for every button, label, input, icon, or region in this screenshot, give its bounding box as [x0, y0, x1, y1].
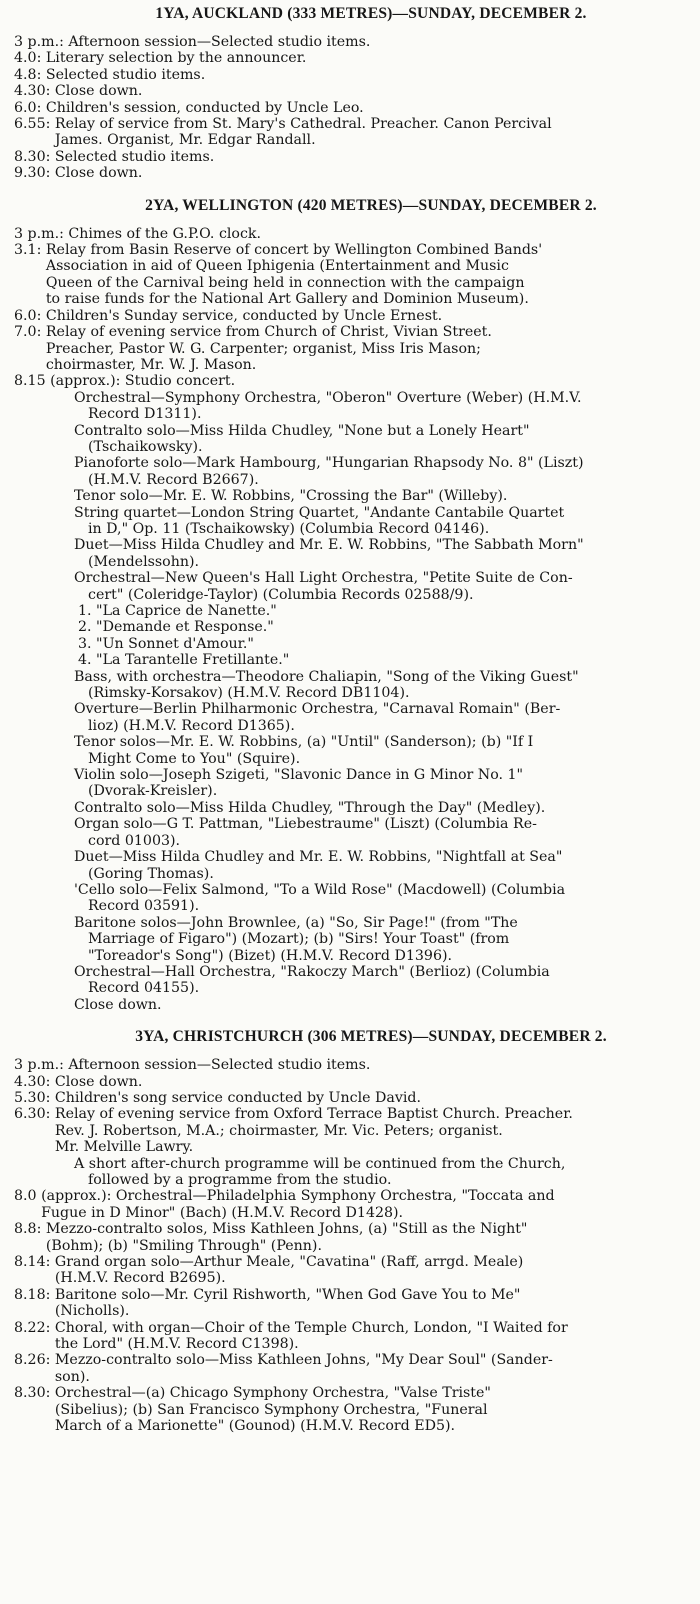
- item-line: Baritone solos—John Brownlee, (a) "So, Sir Page!" (from "The: [74, 914, 518, 931]
- item-line: Might Come to You" (Squire).: [88, 750, 301, 767]
- entry-text: [41, 1188, 688, 1221]
- entry-text: [55, 1385, 688, 1434]
- entry-time: 8.26:: [14, 1352, 55, 1369]
- entry-line: (Nicholls).: [54, 1303, 130, 1320]
- schedule-entry: [14, 1090, 688, 1106]
- entry-line: Relay of evening service from Church of Christ, Vivian Street.: [45, 324, 492, 341]
- wellington-entries: [14, 226, 688, 390]
- schedule-entry: [14, 50, 688, 66]
- item-line: cert" (Coleridge-Taylor) (Columbia Records 02588/9).: [88, 586, 474, 603]
- item-line: Pianoforte solo—Mark Hambourg, "Hungarian Rhapsody No. 8" (Liszt): [74, 455, 584, 472]
- entry-time: 4.30:: [14, 83, 55, 100]
- entry-text: [68, 34, 688, 50]
- entry-text: [55, 1287, 688, 1320]
- item-line: in D," Op. 11 (Tschaikowsky) (Columbia Record 04146).: [88, 520, 490, 537]
- entry-text: [55, 1352, 688, 1385]
- entry-time: 4.8:: [14, 66, 46, 83]
- item-line: lioz) (H.M.V. Record D1365).: [88, 717, 295, 734]
- schedule-entry: [14, 116, 688, 149]
- entry-time: 8.0: [14, 1188, 42, 1205]
- programme-item: [14, 390, 688, 423]
- entry-line: son).: [54, 1368, 90, 1385]
- wellington-items: [14, 390, 688, 603]
- suite-movement: 1. "La Caprice de Nanette.": [78, 603, 277, 619]
- suite-movement: 4. "La Tarantelle Fretillante.": [78, 652, 290, 669]
- entry-text: [46, 50, 688, 66]
- entry-line: Literary selection by the announcer.: [45, 50, 307, 67]
- item-line: Organ solo—G T. Pattman, "Liebestraume" (Liszt) (Columbia Re-: [74, 816, 537, 833]
- christchurch-heading: 3YA, CHRISTCHURCH (306 METRES)—SUNDAY, DECEMBER 2.: [135, 1028, 607, 1046]
- entry-text: [68, 226, 688, 242]
- schedule-entry: [14, 373, 688, 389]
- entry-line: choirmaster, Mr. W. J. Mason.: [45, 356, 257, 373]
- entry-line: Close down.: [54, 165, 143, 182]
- entry-line: Children's Sunday service, conducted by Uncle Ernest.: [45, 307, 443, 324]
- auckland-section: [14, 4, 688, 182]
- entry-time: 9.30:: [14, 165, 55, 182]
- entry-line: Afternoon session—Selected studio items.: [68, 34, 371, 50]
- schedule-entry: [14, 83, 688, 99]
- wellington-close: Close down.: [74, 996, 162, 1013]
- schedule-entry: [14, 34, 688, 50]
- entry-text: [46, 324, 688, 373]
- entry-line: Children's session, conducted by Uncle Leo.: [45, 99, 364, 116]
- entry-text: [55, 149, 688, 165]
- programme-item: [14, 800, 688, 816]
- programme-item: [14, 767, 688, 800]
- entry-line: (Sibelius); (b) San Francisco Symphony Orchestra, "Funeral: [54, 1401, 488, 1418]
- item-line: Record D1311).: [88, 406, 202, 423]
- entry-line: Mezzo-contralto solo—Miss Kathleen Johns, "My Dear Soul" (Sander-: [54, 1352, 553, 1369]
- entry-line: to raise funds for the National Art Gallery and Dominion Museum).: [45, 291, 529, 308]
- item-line: (Tschaikowsky).: [88, 438, 203, 455]
- programme-item: [14, 882, 688, 915]
- note-line: followed by a programme from the studio.: [88, 1172, 392, 1188]
- schedule-entry: [14, 67, 688, 83]
- entry-text: [55, 1254, 688, 1287]
- entry-line: Mezzo-contralto solos, Miss Kathleen Johns, (a) "Still as the Night": [45, 1221, 528, 1238]
- item-line: Contralto solo—Miss Hilda Chudley, "None but a Lonely Heart": [74, 422, 530, 439]
- christchurch-entries: [14, 1057, 688, 1155]
- schedule-entry: [14, 1254, 688, 1287]
- entry-time: 8.30:: [14, 148, 55, 165]
- schedule-entry: [14, 324, 688, 373]
- entry-time: 6.0:: [14, 307, 46, 324]
- item-line: Record 04155).: [88, 980, 200, 997]
- item-line: (H.M.V. Record B2667).: [88, 471, 259, 488]
- entry-line: Grand organ solo—Arthur Meale, "Cavatina" (Raff, arrgd. Meale): [54, 1254, 524, 1271]
- item-line: "Toreador's Song") (Bizet) (H.M.V. Record D1396).: [88, 947, 453, 964]
- entry-line: Selected studio items.: [45, 66, 206, 83]
- entry-text: [55, 116, 688, 149]
- schedule-entry: [14, 1352, 688, 1385]
- wellington-items-2: [14, 669, 688, 997]
- entry-line: Selected studio items.: [54, 148, 215, 165]
- entry-time: 4.0:: [14, 50, 46, 67]
- entry-text: [55, 1320, 688, 1353]
- entry-text: [46, 100, 688, 116]
- entry-text: [55, 1090, 688, 1106]
- entry-text: [46, 308, 688, 324]
- item-line: Duet—Miss Hilda Chudley and Mr. E. W. Robbins, "The Sabbath Morn": [74, 537, 584, 554]
- programme-item: [14, 570, 688, 603]
- entry-time: 7.0:: [14, 324, 46, 341]
- item-line: (Mendelssohn).: [88, 553, 200, 570]
- programme-item: [14, 964, 688, 997]
- programme-item: [14, 423, 688, 456]
- item-line: Contralto solo—Miss Hilda Chudley, "Through the Day" (Medley).: [74, 799, 546, 816]
- entry-line: the Lord" (H.M.V. Record C1398).: [54, 1336, 299, 1353]
- entry-time: 5.30:: [14, 1089, 55, 1106]
- programme-item: [14, 701, 688, 734]
- schedule-entry: [14, 1106, 688, 1155]
- entry-line: Close down.: [54, 1073, 143, 1090]
- entry-text: [55, 1106, 688, 1155]
- schedule-entry: [14, 100, 688, 116]
- schedule-entry: [14, 1287, 688, 1320]
- programme-item: [14, 505, 688, 538]
- programme-item: [14, 488, 688, 504]
- entry-line: Queen of the Carnival being held in connection with the campaign: [45, 274, 525, 291]
- entry-line: Children's song service conducted by Uncle David.: [54, 1089, 422, 1106]
- entry-text: [68, 1057, 688, 1073]
- item-line: (Dvorak-Kreisler).: [88, 783, 218, 800]
- programme-item: [14, 849, 688, 882]
- entry-text: [50, 373, 688, 389]
- schedule-entry: [14, 1188, 688, 1221]
- entry-time: 8.14:: [14, 1254, 55, 1271]
- entry-time: 3 p.m.:: [14, 1057, 69, 1074]
- programme-item: [14, 816, 688, 849]
- schedule-entry: [14, 165, 688, 181]
- entry-line: Relay of evening service from Oxford Terrace Baptist Church. Preacher.: [54, 1106, 573, 1123]
- item-line: Tenor solo—Mr. E. W. Robbins, "Crossing the Bar" (Willeby).: [74, 488, 508, 505]
- item-line: 'Cello solo—Felix Salmond, "To a Wild Rose" (Macdowell) (Columbia: [74, 881, 566, 898]
- item-line: (Rimsky-Korsakov) (H.M.V. Record DB1104).: [88, 685, 410, 702]
- entry-line: Relay from Basin Reserve of concert by Wellington Combined Bands': [45, 242, 543, 259]
- christchurch-entries-2: [14, 1188, 688, 1434]
- schedule-entry: [14, 1074, 688, 1090]
- item-line: cord 01003).: [88, 832, 181, 849]
- entry-time: 6.30:: [14, 1106, 55, 1123]
- suite-movement: 3. "Un Sonnet d'Amour.": [78, 635, 254, 652]
- item-line: Orchestral—Symphony Orchestra, "Oberon" Overture (Weber) (H.M.V.: [74, 389, 582, 406]
- item-line: Record 03591).: [88, 898, 200, 915]
- item-line: Orchestral—New Queen's Hall Light Orchestra, "Petite Suite de Con-: [74, 570, 573, 587]
- entry-line: Choral, with organ—Choir of the Temple Church, London, "I Waited for: [54, 1319, 568, 1336]
- schedule-entry: [14, 1057, 688, 1073]
- entry-time: 3 p.m.:: [14, 225, 69, 242]
- entry-text: [55, 165, 688, 181]
- programme-item: [14, 734, 688, 767]
- entry-line: (approx.): Orchestral—Philadelphia Symphony Orchestra, "Toccata and: [41, 1188, 555, 1205]
- entry-line: Rev. J. Robertson, M.A.; choirmaster, Mr. Vic. Peters; organist.: [54, 1122, 503, 1139]
- auckland-entries: [14, 34, 688, 182]
- entry-time: 4.30:: [14, 1073, 55, 1090]
- entry-text: [55, 1074, 688, 1090]
- wellington-heading: 2YA, WELLINGTON (420 METRES)—SUNDAY, DECEMBER 2.: [145, 196, 597, 214]
- entry-time: 8.30:: [14, 1385, 55, 1402]
- entry-text: [55, 83, 688, 99]
- entry-text: [46, 1221, 688, 1254]
- entry-time: 8.18:: [14, 1286, 55, 1303]
- schedule-entry: [14, 242, 688, 308]
- item-line: Bass, with orchestra—Theodore Chaliapin, "Song of the Viking Guest": [74, 668, 579, 685]
- entry-time: 3.1:: [14, 242, 46, 259]
- entry-time: 8.22:: [14, 1319, 55, 1336]
- entry-line: Afternoon session—Selected studio items.: [68, 1057, 371, 1074]
- suite-movement: 2. "Demande et Response.": [78, 619, 274, 636]
- item-line: Marriage of Figaro") (Mozart); (b) "Sirs! Your Toast" (from: [88, 931, 510, 948]
- entry-time: 3 p.m.:: [14, 34, 69, 50]
- christchurch-note: [14, 1156, 688, 1189]
- entry-line: Close down.: [54, 83, 143, 100]
- programme-item: [14, 455, 688, 488]
- item-line: Orchestral—Hall Orchestra, "Rakoczy March" (Berlioz) (Columbia: [74, 963, 550, 980]
- entry-line: Chimes of the G.P.O. clock.: [68, 225, 262, 242]
- entry-line: March of a Marionette" (Gounod) (H.M.V. Record ED5).: [54, 1418, 456, 1435]
- entry-line: (Bohm); (b) "Smiling Through" (Penn).: [45, 1237, 322, 1254]
- wellington-suite: [14, 603, 688, 669]
- christchurch-section: [14, 1027, 688, 1434]
- entry-line: (H.M.V. Record B2695).: [54, 1270, 226, 1287]
- item-line: Violin solo—Joseph Szigeti, "Slavonic Dance in G Minor No. 1": [74, 767, 524, 784]
- entry-time: 8.15: [14, 373, 51, 390]
- entry-line: Fugue in D Minor" (Bach) (H.M.V. Record D1428).: [41, 1204, 404, 1221]
- entry-line: Orchestral—(a) Chicago Symphony Orchestra, "Valse Triste": [54, 1385, 491, 1402]
- item-line: String quartet—London String Quartet, "Andante Cantabile Quartet: [74, 504, 565, 521]
- schedule-entry: [14, 1320, 688, 1353]
- entry-time: 8.8:: [14, 1221, 46, 1238]
- entry-line: Preacher, Pastor W. G. Carpenter; organist, Miss Iris Mason;: [45, 340, 481, 357]
- schedule-entry: [14, 226, 688, 242]
- programme-item: [14, 669, 688, 702]
- schedule-entry: [14, 1385, 688, 1434]
- entry-time: 6.0:: [14, 99, 46, 116]
- entry-line: Relay of service from St. Mary's Cathedral. Preacher. Canon Percival: [54, 116, 552, 133]
- wellington-section: [14, 196, 688, 1014]
- item-line: Duet—Miss Hilda Chudley and Mr. E. W. Robbins, "Nightfall at Sea": [74, 849, 563, 866]
- entry-time: 6.55:: [14, 116, 55, 133]
- schedule-entry: [14, 308, 688, 324]
- schedule-entry: [14, 149, 688, 165]
- entry-text: [46, 67, 688, 83]
- entry-line: (approx.): Studio concert.: [50, 373, 236, 390]
- entry-line: James. Organist, Mr. Edgar Randall.: [54, 132, 316, 149]
- auckland-heading: 1YA, AUCKLAND (333 METRES)—SUNDAY, DECEMBER 2.: [155, 5, 587, 22]
- entry-line: Association in aid of Queen Iphigenia (Entertainment and Music: [45, 258, 509, 275]
- entry-text: [46, 242, 688, 308]
- entry-line: Mr. Melville Lawry.: [54, 1139, 194, 1156]
- programme-item: [14, 537, 688, 570]
- note-line: A short after-church programme will be continued from the Church,: [74, 1155, 566, 1172]
- item-line: Overture—Berlin Philharmonic Orchestra, "Carnaval Romain" (Ber-: [74, 701, 561, 718]
- item-line: (Goring Thomas).: [88, 865, 214, 882]
- schedule-entry: [14, 1221, 688, 1254]
- programme-item: [14, 915, 688, 964]
- item-line: Tenor solos—Mr. E. W. Robbins, (a) "Until" (Sanderson); (b) "If I: [74, 734, 534, 751]
- entry-line: Baritone solo—Mr. Cyril Rishworth, "When God Gave You to Me": [54, 1286, 521, 1303]
